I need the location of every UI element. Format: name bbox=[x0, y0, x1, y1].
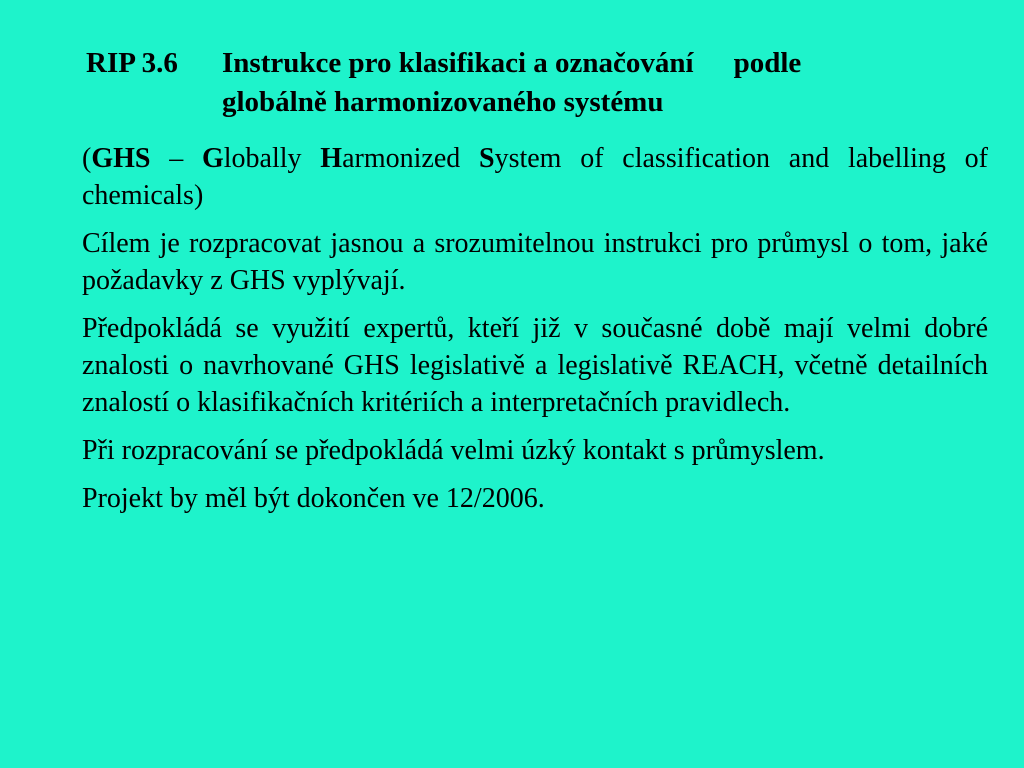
ghs-word-harmonized: armonized bbox=[342, 143, 479, 174]
slide-body bbox=[82, 140, 988, 528]
title-line-1 bbox=[86, 47, 801, 79]
ghs-word-system: ystem of classification and labelling of chemicals) bbox=[82, 143, 989, 211]
ghs-abbr: GHS bbox=[91, 143, 151, 174]
paragraph-goal: Cílem je rozpracovat jasnou a srozumitelnou instrukci pro průmysl o tom, jaké požadavky z GHS vyplývají. bbox=[82, 228, 988, 296]
slide-title bbox=[86, 44, 966, 122]
title-line-1-end: podle bbox=[733, 47, 802, 79]
title-code: RIP 3.6 bbox=[86, 47, 178, 79]
ghs-letter-g: G bbox=[201, 143, 224, 174]
title-line-1-text: Instrukce pro klasifikaci a označování bbox=[222, 47, 694, 79]
ghs-letter-h: H bbox=[320, 143, 343, 174]
ghs-open-paren: ( bbox=[82, 143, 92, 174]
ghs-word-globally: lobally bbox=[223, 143, 321, 174]
title-line-2: globálně harmonizovaného systému bbox=[222, 86, 664, 118]
ghs-letter-s: S bbox=[479, 143, 495, 174]
ghs-definition bbox=[82, 140, 988, 214]
ghs-dash: – bbox=[150, 143, 202, 174]
paragraph-experts: Předpokládá se využití expertů, kteří již v současné době mají velmi dobré znalosti o navrhované GHS legislativě a legislativě REACH, včetně detailních znalostí o klasifikačních kritériích a interpretačních pravidlech. bbox=[82, 313, 988, 418]
paragraph-deadline: Projekt by měl být dokončen ve 12/2006. bbox=[82, 483, 545, 514]
paragraph-contact: Při rozpracování se předpokládá velmi úzký kontakt s průmyslem. bbox=[82, 435, 825, 466]
